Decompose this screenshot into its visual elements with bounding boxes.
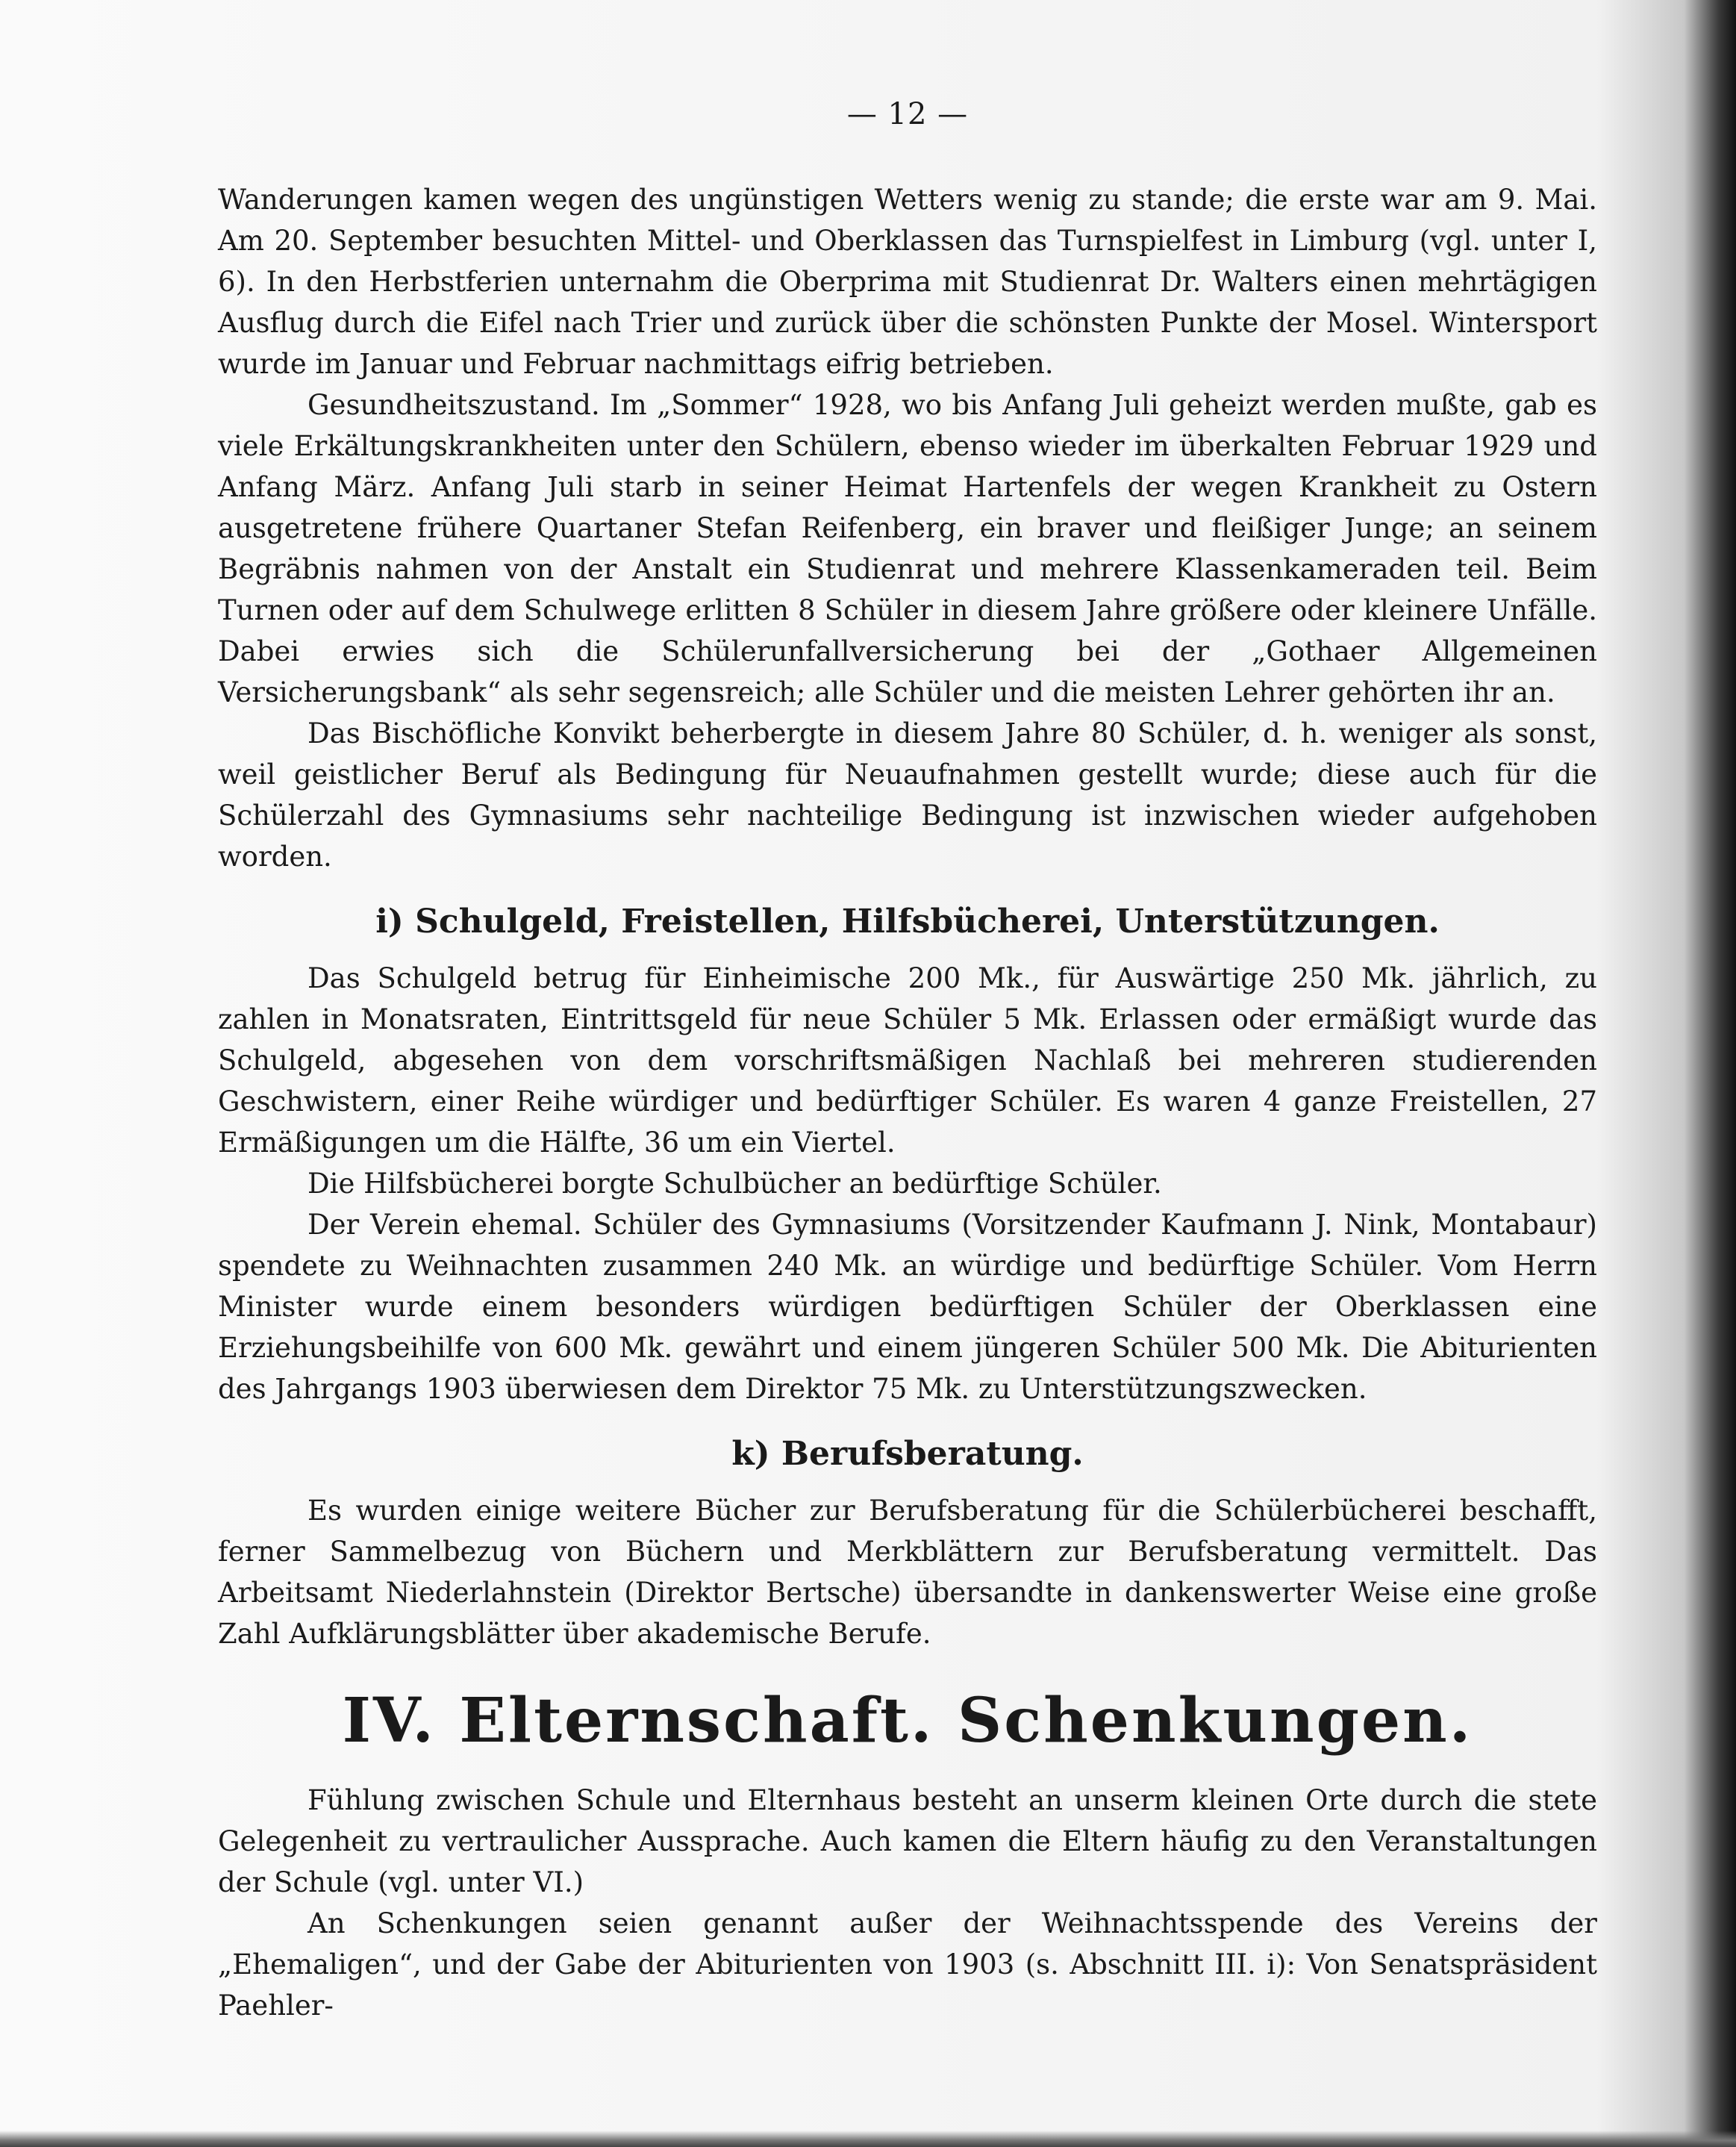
paragraph-schulgeld: Das Schulgeld betrug für Einheimische 200 Mk., für Auswärtige 250 Mk. jährlich, zu zahlen in Monatsraten, Eintrittsgeld für neue Schüler 5 Mk. Erlassen oder ermäßigt wurde das Schulgeld, abgesehen von dem vorschriftsmäßigen Nachlaß bei mehreren studierenden Geschwistern, einer Reihe würdiger und bedürftiger Schüler. Es waren 4 ganze Freistellen, 27 Ermäßigungen um die Hälfte, 36 um ein Viertel.: [218, 962, 1597, 1159]
paragraph-schenkungen: An Schenkungen seien genannt außer der Weihnachtsspende des Vereins der „Ehemaligen“, und der Gabe der Abiturienten von 1903 (s. Abschnitt III. i): Von Senatspräsident Paehler-: [218, 1907, 1597, 2022]
chapter-heading-elternschaft: IV. Elternschaft. Schenkungen.: [342, 1685, 1473, 1757]
section-heading-schulgeld: i) Schulgeld, Freistellen, Hilfsbücherei, Unterstützungen.: [375, 903, 1440, 941]
document-page: [218, 97, 1597, 2113]
paragraph-gesundheitszustand: Gesundheitszustand. Im „Sommer“ 1928, wo bis Anfang Juli geheizt werden mußte, gab es viele Erkältungskrankheiten unter den Schülern, ebenso wieder im überkalten Februar 1929 und Anfang März. Anfang Juli starb in seiner Heimat Hartenfels der wegen Krankheit zu Ostern ausgetretene frühere Quartaner Stefan Reifenberg, ein braver und fleißiger Junge; an seinem Begräbnis nahmen von der Anstalt ein Studienrat und mehrere Klassenkameraden teil. Beim Turnen oder auf dem Schulwege erlitten 8 Schüler in diesem Jahre größere oder kleinere Unfälle. Dabei erwies sich die Schülerunfallversicherung bei der „Gothaer Allgemeinen Versicherungsbank“ als sehr segensreich; alle Schüler und die meisten Lehrer gehörten ihr an.: [218, 389, 1597, 708]
page-bottom-edge: [0, 2131, 1736, 2147]
paragraph-hilfsbuecherei: Die Hilfsbücherei borgte Schulbücher an bedürftige Schüler.: [307, 1168, 1162, 1200]
page-number: — 12 —: [846, 97, 969, 131]
paragraph-fuehlung: Fühlung zwischen Schule und Elternhaus besteht an unserm kleinen Orte durch die stete Gelegenheit zu vertraulicher Aussprache. Auch kamen die Eltern häufig zu den Veranstaltungen der Schule (vgl. unter VI.): [218, 1784, 1597, 1898]
section-heading-berufsberatung: k) Berufsberatung.: [731, 1435, 1084, 1473]
paragraph-berufsberatung: Es wurden einige weitere Bücher zur Berufsberatung für die Schülerbücherei beschafft, ferner Sammelbezug von Büchern und Merkblättern zur Berufsberatung vermittelt. Das Arbeitsamt Niederlahnstein (Direktor Bertsche) übersandte in dankenswerter Weise eine große Zahl Aufklärungsblätter über akademische Berufe.: [218, 1495, 1597, 1650]
paragraph-konvikt: Das Bischöfliche Konvikt beherbergte in diesem Jahre 80 Schüler, d. h. weniger als sonst, weil geistlicher Beruf als Bedingung für Neuaufnahmen gestellt wurde; diese auch für die Schülerzahl des Gymnasiums sehr nachteilige Bedingung ist inzwischen wieder aufgehoben worden.: [218, 717, 1597, 873]
paragraph-verein: Der Verein ehemal. Schüler des Gymnasiums (Vorsitzender Kaufmann J. Nink, Montabaur) spendete zu Weihnachten zusammen 240 Mk. an würdige und bedürftige Schüler. Vom Herrn Minister wurde einem besonders würdigen bedürftigen Schüler der Oberklassen eine Erziehungsbeihilfe von 600 Mk. gewährt und einem jüngeren Schüler 500 Mk. Die Abiturienten des Jahrgangs 1903 überwiesen dem Direktor 75 Mk. zu Unterstützungszwecken.: [218, 1209, 1597, 1405]
paragraph-wanderungen: Wanderungen kamen wegen des ungünstigen Wetters wenig zu stande; die erste war am 9. Mai. Am 20. September besuchten Mittel- und Oberklassen das Turnspielfest in Limburg (vgl. unter I, 6). In den Herbstferien unternahm die Oberprima mit Studienrat Dr. Walters einen mehrtägigen Ausflug durch die Eifel nach Trier und zurück über die schönsten Punkte der Mosel. Wintersport wurde im Januar und Februar nachmittags eifrig betrieben.: [218, 184, 1597, 380]
